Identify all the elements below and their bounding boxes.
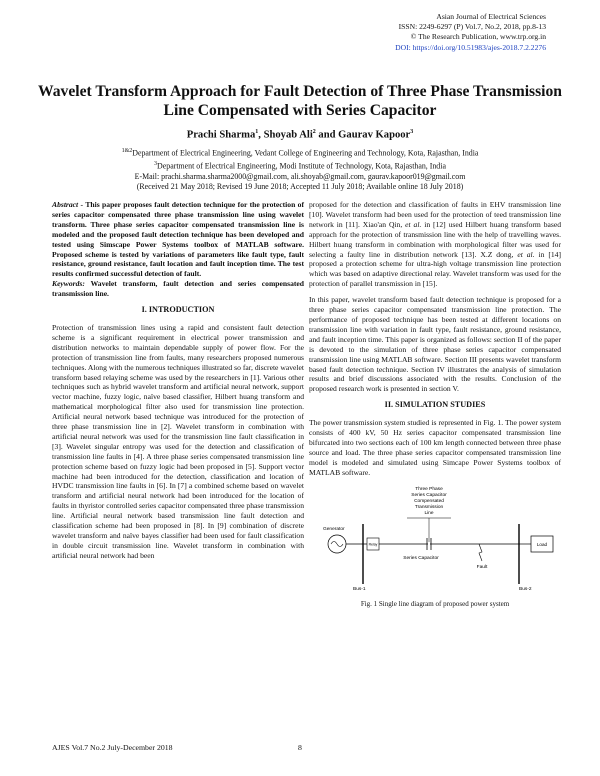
doi-link[interactable]: DOI: https://doi.org/10.51983/ajes-2018.7.2.2276 <box>395 42 546 52</box>
author-separator: and <box>315 129 339 141</box>
affiliation-line <box>30 146 570 159</box>
section-heading-introduction: I. INTRODUCTION <box>141 305 215 315</box>
author-list <box>30 129 570 141</box>
dates-line: (Received 21 May 2018; Revised 19 June 2018; Accepted 11 July 2018; Available online 18 July 2018) <box>136 182 464 192</box>
abstract-text: - This paper proposes fault detection technique for the protection of series capacitor compensated three phase transmission line using wavelet transform. Three phase series capacitor compensated transmission line is modeled and the proposed fault detection technique has been developed and tested using Simscape Power Systems toolbox of MATLAB software. Proposed scheme is tested by variations of parameters like fault type, fault resistance, ground resistance, fault location and fault inception time. The test results confirmed successful detection of fault. <box>52 200 304 279</box>
single-line-diagram <box>309 484 561 596</box>
email-line: E-Mail: prachi.sharma.sharma2000@gmail.com, ali.shoyab@gmail.com, gaurav.kapoor019@gmail.com <box>134 172 466 182</box>
author-sup: 1 <box>255 129 259 135</box>
bus-2-label: Bus-2 <box>519 586 532 592</box>
diagram-title-line: Line <box>424 510 434 516</box>
figure-caption: Fig. 1 Single line diagram of proposed power system <box>360 600 510 609</box>
journal-issn: ISSN: 2249-6297 (P) Vol.7, No.2, 2018, pp.8-13 <box>398 22 546 32</box>
affiliation-sup: 3 <box>154 161 158 168</box>
load-label: Load <box>536 541 548 547</box>
diagram-title-line: Compensated <box>414 498 444 504</box>
journal-name: Asian Journal of Electrical Sciences <box>436 12 546 21</box>
paper-title: Wavelet Transform Approach for Fault Detection of Three Phase Transmission Line Compensated with Series Capacitor <box>38 83 562 119</box>
generator-label: Generator <box>323 526 345 532</box>
author-name: Prachi Sharma <box>186 129 256 141</box>
fault-label: Fault <box>476 564 488 570</box>
right-column <box>309 200 561 610</box>
et-al: et al. <box>405 219 422 229</box>
abstract <box>52 200 304 299</box>
affiliation-line <box>30 159 570 172</box>
page-footer <box>52 743 552 752</box>
section-heading-simulation: II. SIMULATION STUDIES <box>384 400 486 410</box>
generator-wave <box>331 541 343 546</box>
author-name: Shoyab Ali <box>263 129 313 141</box>
keywords-label: Keywords: <box>52 279 85 289</box>
et-al: et al. <box>517 249 535 259</box>
diagram-title-line: Series Capacitor <box>411 492 447 498</box>
simulation-paragraph-1: The power transmission system studied is represented in Fig. 1. The power system consists of 400 kV, 50 Hz series capacitor compensated transmission line bifurcated into two sections each of 100 km length connected between three phase source and load. The three phase series capacitor compensated transmission line model is modeled and simulated using Simcape Power Systems toolbox of MATLAB software. <box>309 418 561 477</box>
intro-paragraph-1: Protection of transmission lines using a rapid and consistent fault detection scheme is a significant requirement in electrical power transmission and distribution networks to maintain dependable supply of power flow. For the protection of transmission line from faults, many researchers proposed numerous techniques. Along with the numerous techniques illustrated so far, discrete wavelet transform based relaying scheme was used by the researchers in [1]. Various other techniques such as hybrid wavelet transform and artificial neural network, support vector machine, fuzzy logic, naïve based classifier, Hilbert huang transform and mathematical morphological filter also used for transmission line protection. Artificial neural network based technique was introduced for the protection of three phase transmission line in [2]. Wavelet transform in combination with artificial neural network was used for the transmission line fault classification in [3]. Wavelet singular entropy was used for the detection and classification of transmission line faults in [4]. A three phase series compensated transmission line protection scheme based on fuzzy logic had been proposed in [5]. Support vector machine had been introduced for the detection, classification and location of HVDC transmission line faults in [6]. In [7] a combined scheme based on wavelet transform and artificial neural network had been introduced for the location of faults in thyristor controlled series capacitor compensated three phase transmission line. Artificial neural network based transmission line fault detection and classification scheme had been proposed in [8]. In [9] combination of discrete wavelet transform and naïve bayes classifier had been used for fault classification in double circuit transmission line. Wavelet transform in combination with artificial neural network had been <box>52 322 304 560</box>
diagram-title-line: Transmission <box>414 504 444 510</box>
series-capacitor-label: Series Capacitor <box>403 555 439 561</box>
intro-text: proposed for the detection and classification of faults in EHV transmission line [10]. Wavelet transform had been used for the protection of teed transmission line network in [11]. Xiao'an Qin, <box>309 200 561 229</box>
fault-symbol <box>479 544 482 561</box>
affiliation-text: Department of Electrical Engineering, Vedant College of Engineering and Technology, Kota, Rajasthan, India <box>132 148 479 158</box>
intro-paragraph-1-continued <box>309 200 561 289</box>
intro-text: in [14] proposed a protection scheme for ultra-high voltage transmission line protection which was based on adaptive directional relay. Wavelet transform was used for the protection of parallel transmission in [15]. <box>309 249 561 289</box>
journal-header <box>395 12 546 53</box>
intro-paragraph-2: In this paper, wavelet transform based fault detection technique is proposed for a three phase series capacitor compensated transmission line protection. The performance of proposed technique has been tested at different locations on transmission line with variation in fault type, fault resistance, ground resistance, and fault inception time. This paper is organized as follows: section II of the paper is devoted to the simulation of three phase series capacitor compensated transmission line using MATLAB software. Section III presents wavelet transform based fault detection technique. Section IV illustrates the analysis of simulation results and brief discussions associated with the results. Conclusion of the proposed research work is presented in section V. <box>309 295 561 394</box>
keywords-text: Wavelet transform, fault detection and series compensated transmission line. <box>52 279 304 299</box>
abstract-label: Abstract <box>52 200 79 209</box>
affiliation-text: Department of Electrical Engineering, Modi Institute of Technology, Kota, Rajasthan, India <box>157 161 446 171</box>
left-column <box>52 200 304 567</box>
affiliations <box>30 146 570 193</box>
intro-text: in [12] used Hilbert huang transform based approach for the protection of transmission line with the help of travelling waves. Hilbert huang transform in combination with morphological filter was used for selecting a faulty line in distribution network [13]. X.Z dong, <box>309 219 561 259</box>
figure-1 <box>309 484 561 611</box>
relay-label: Relay <box>368 542 378 547</box>
author-sup: 2 <box>312 129 316 135</box>
journal-publisher: © The Research Publication, www.trp.org.in <box>410 32 546 42</box>
author-name: Gaurav Kapoor <box>338 129 411 141</box>
footer-journal: AJES Vol.7 No.2 July-December 2018 <box>52 743 173 752</box>
bus-1-label: Bus-1 <box>353 586 366 592</box>
diagram-title-line: Three Phase <box>415 486 443 492</box>
author-sup: 3 <box>410 129 414 135</box>
capacitor-gap <box>428 542 430 546</box>
page-number: 8 <box>298 743 302 752</box>
author-separator: , <box>258 129 264 141</box>
affiliation-sup: 1&2 <box>121 148 133 154</box>
